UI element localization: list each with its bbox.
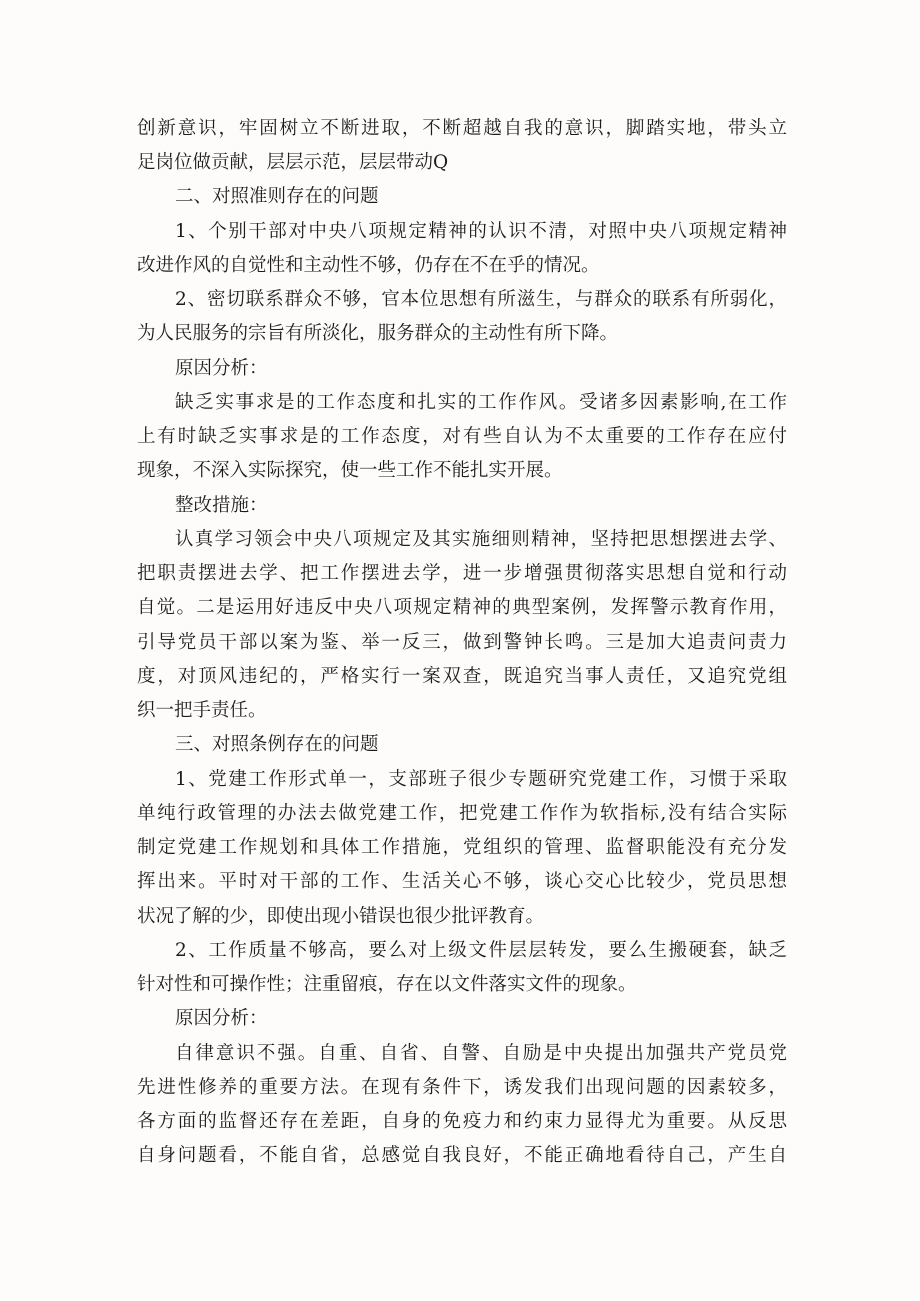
body-text-line: 改进作风的自觉性和主动性不够，仍存在不在乎的情况。 — [137, 255, 600, 276]
body-text-line: 上有时缺乏实事求是的工作态度，对有些自认为不太重要的工作存在应付 — [137, 426, 787, 447]
body-text-line: 2、工作质量不够高，要么对上级文件层层转发，要么生搬硬套，缺乏 — [175, 940, 787, 961]
body-text-line: 1、个别干部对中央八项规定精神的认识不清，对照中央八项规定精神 — [175, 221, 787, 242]
body-text-line: 把职责摆进去学、把工作摆进去学，进一步增强贯彻落实思想自觉和行动 — [137, 563, 787, 584]
body-text-line: 足岗位做贡献，层层示范，层层带动Q — [137, 152, 449, 173]
body-text-line: 制定党建工作规划和具体工作措施，党组织的管理、监督职能没有充分发 — [137, 837, 787, 858]
body-text-line: 为人民服务的宗旨有所淡化，服务群众的主动性有所下降。 — [137, 323, 619, 344]
body-text-line: 自身问题看，不能自省，总感觉自我良好，不能正确地看待自己，产生自 — [137, 1145, 787, 1166]
subheading-cause-analysis: 原因分析： — [175, 358, 268, 379]
section-heading: 二、对照准则存在的问题 — [175, 186, 379, 207]
body-text-line: 状况了解的少，即使出现小错误也很少批评教育。 — [137, 906, 545, 927]
section-heading: 三、对照条例存在的问题 — [175, 734, 379, 755]
body-text-line: 织一把手责任。 — [137, 700, 267, 721]
body-text-line: 自律意识不强。自重、自省、自警、自励是中央提出加强共产党员党 — [175, 1043, 787, 1064]
body-text-line: 认真学习领会中央八项规定及其实施细则精神，坚持把思想摆进去学、 — [175, 529, 787, 550]
body-text-line: 1、党建工作形式单一，支部班子很少专题研究党建工作，习惯于采取 — [175, 769, 787, 790]
body-text-line: 各方面的监督还存在差距，自身的免疫力和约束力显得尤为重要。从反思 — [137, 1111, 787, 1132]
body-text-line: 创新意识，牢固树立不断进取，不断超越自我的意识，脚踏实地，带头立 — [137, 118, 787, 139]
body-text-line: 先进性修养的重要方法。在现有条件下，诱发我们出现问题的因素较多， — [137, 1077, 787, 1098]
body-text-line: 现象，不深入实际探究，使一些工作不能扎实开展。 — [137, 460, 563, 481]
body-text-line: 自觉。二是运用好违反中央八项规定精神的典型案例，发挥警示教育作用， — [137, 597, 787, 618]
subheading-cause-analysis: 原因分析： — [175, 1008, 268, 1029]
body-text-line: 2、密切联系群众不够，官本位思想有所滋生，与群众的联系有所弱化， — [175, 289, 787, 310]
body-text-line: 挥出来。平时对干部的工作、生活关心不够，谈心交心比较少，党员思想 — [137, 871, 787, 892]
body-text-line: 针对性和可操作性；注重留痕，存在以文件落实文件的现象。 — [137, 974, 637, 995]
body-text-line: 引导党员干部以案为鉴、举一反三，做到警钟长鸣。三是加大追责问责力 — [137, 632, 787, 653]
body-text-line: 缺乏实事求是的工作态度和扎实的工作作风。受诸多因素影响,在工作 — [175, 392, 787, 413]
body-text-line: 度，对顶风违纪的，严格实行一案双查，既追究当事人责任，又追究党组 — [137, 666, 787, 687]
body-text-line: 单纯行政管理的办法去做党建工作，把党建工作作为软指标,没有结合实际 — [137, 803, 787, 824]
subheading-rectification: 整改措施： — [175, 495, 268, 516]
